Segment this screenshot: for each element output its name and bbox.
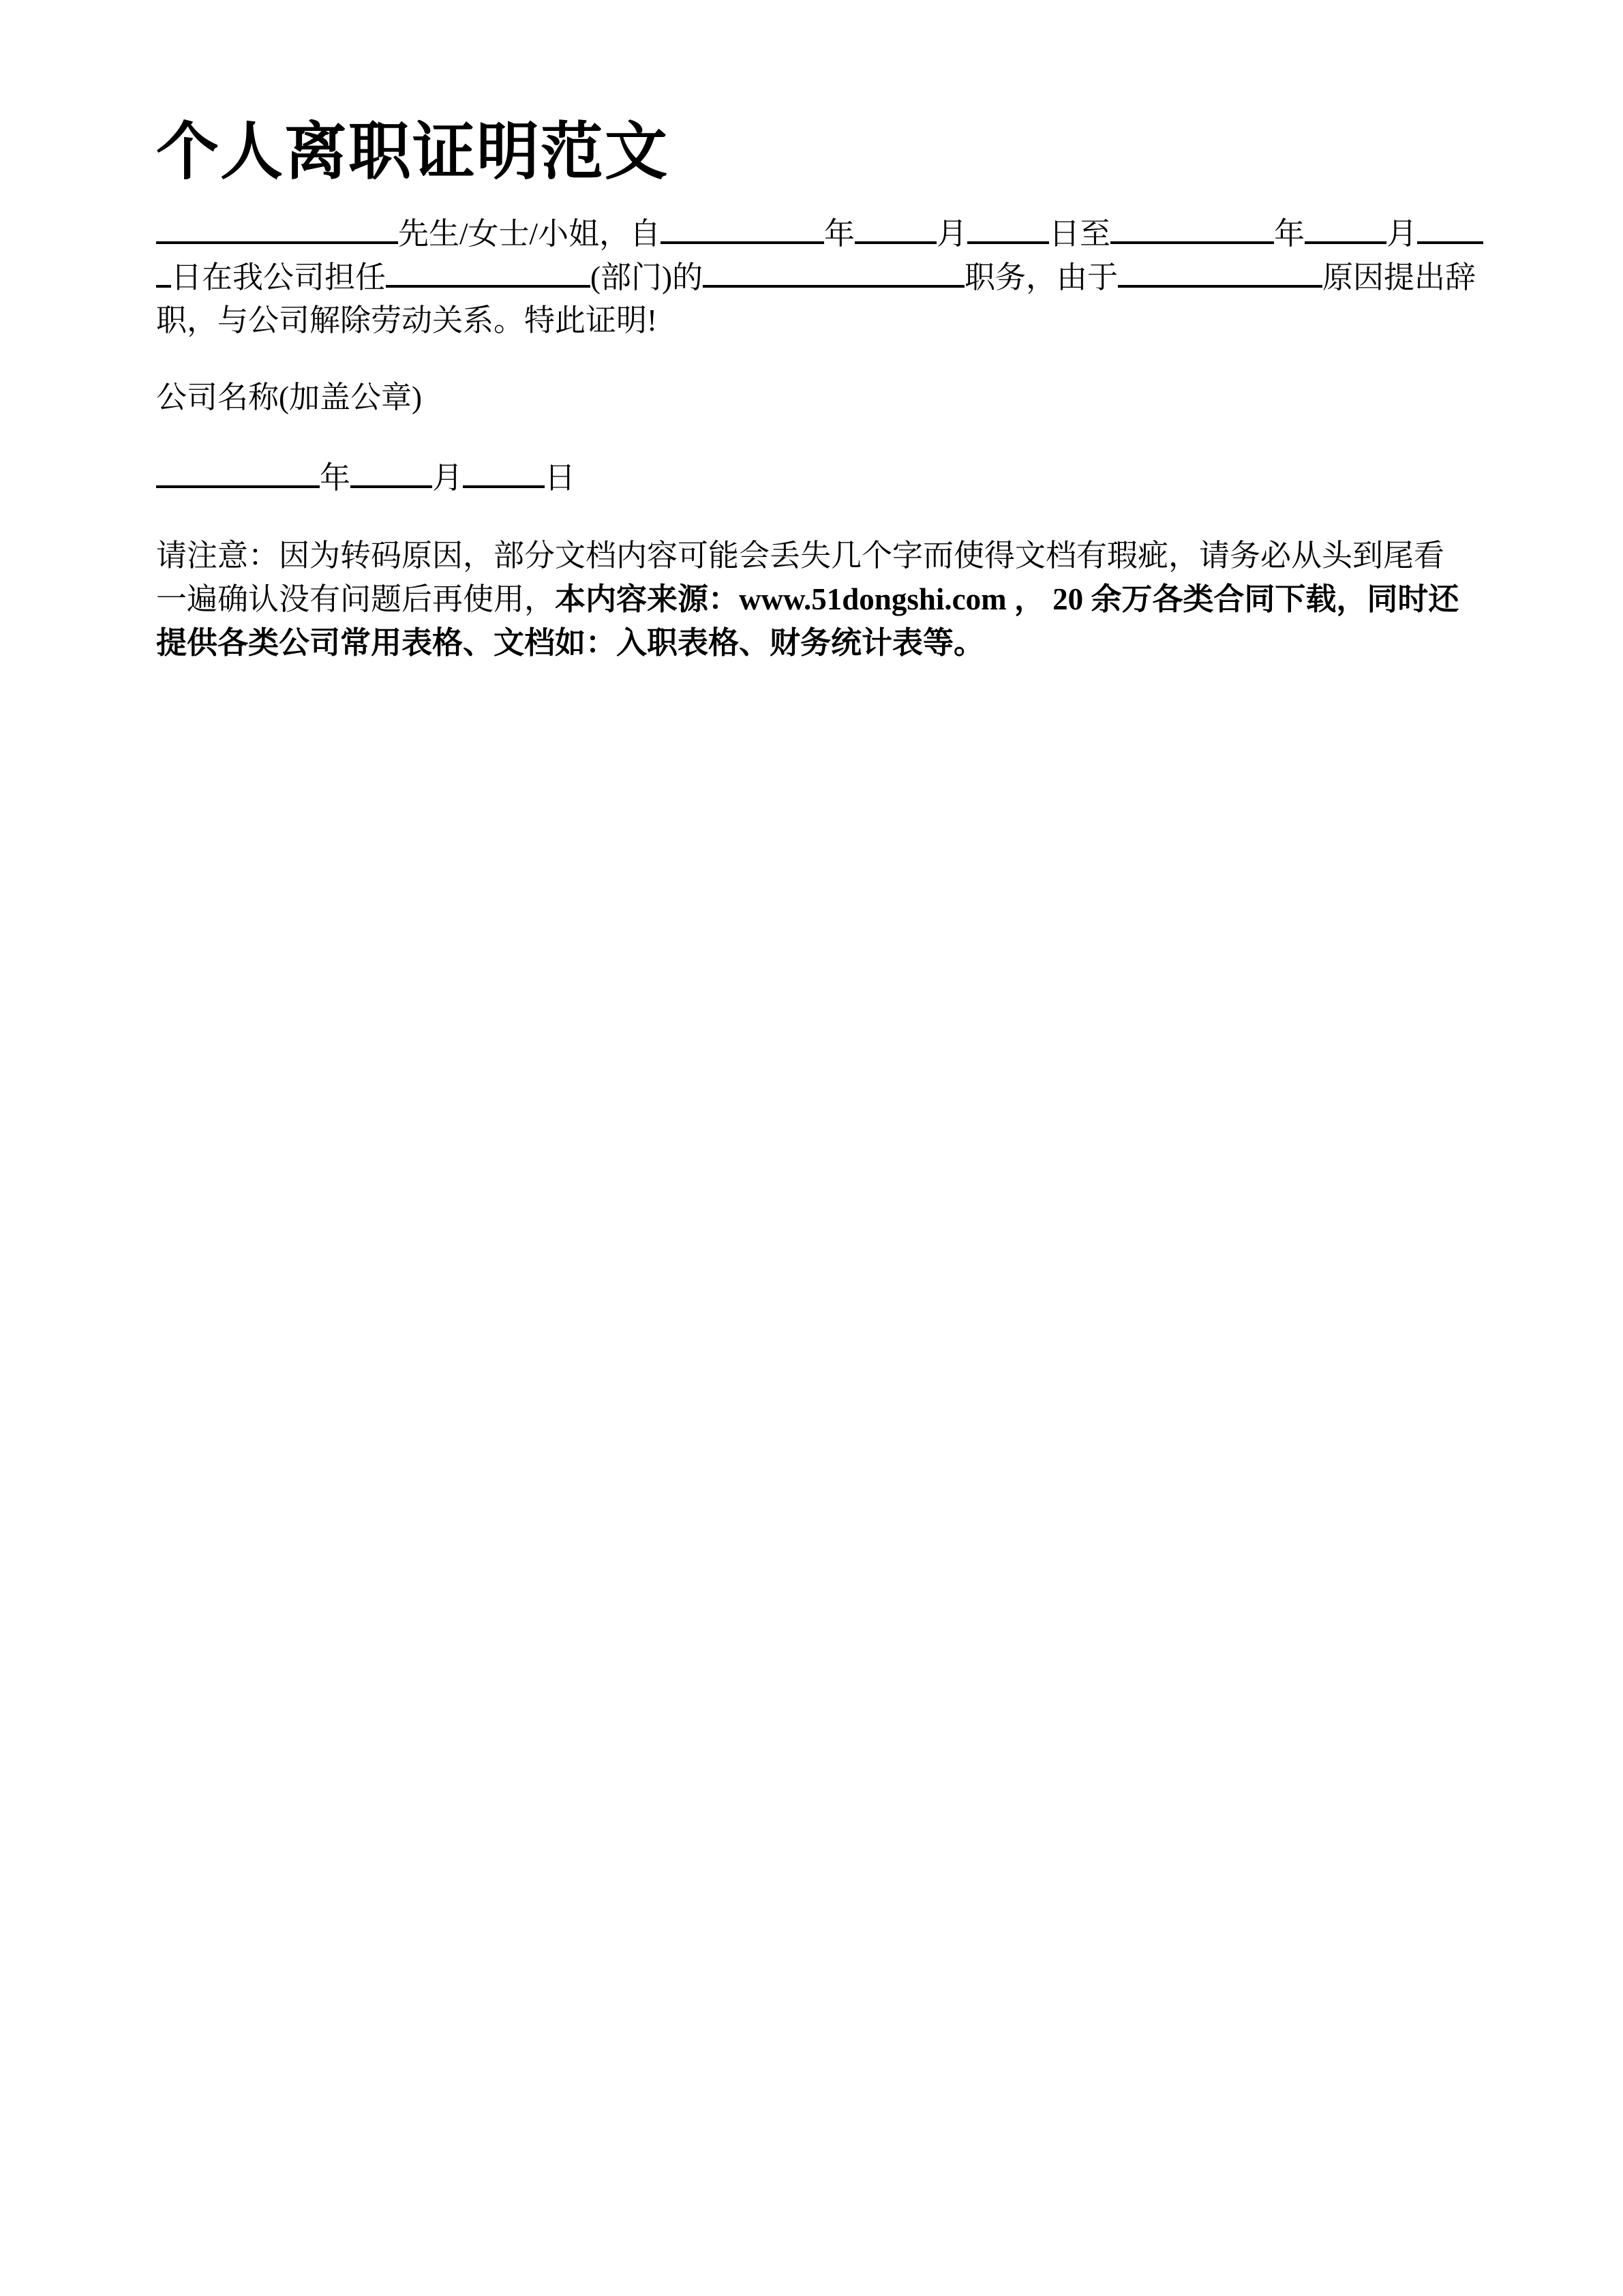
name-blank [156,211,398,244]
end-year-blank [1110,211,1274,244]
company-seal-label: 公司名称(加盖公章) [156,380,422,414]
start-day-blank [967,211,1049,244]
closing-text: 职，与公司解除劳动关系。特此证明! [156,303,657,337]
notice-normal-text: 一遍确认没有问题后再使用， [156,582,556,616]
notice-source-text: 本内容来源：www.51dongshi.com ， 20 余万各类合同下载，同时还 [555,582,1459,616]
start-year-label: 年 [824,217,855,251]
certificate-body [156,211,1550,342]
document-title: 个人离职证明范文 [156,115,669,188]
end-year-label: 年 [1274,217,1305,251]
position-label: 职务，由于 [965,260,1119,294]
employment-text: 日在我公司担任 [171,260,386,294]
position-blank [703,255,965,288]
sign-day-label: 日 [545,461,576,495]
start-year-blank [661,211,824,244]
sign-month-blank [350,455,432,488]
sign-month-label: 月 [432,461,464,495]
notice-line-1: 请注意：因为转码原因，部分文档内容可能会丢失几个字而使得文档有瑕疵，请务必从头到尾看 [156,539,1445,573]
salutation-text: 先生/女士/小姐，自 [398,217,661,251]
body-line-2 [156,255,1550,299]
notice-paragraph [156,534,1550,665]
start-day-label: 日至 [1049,217,1111,251]
sign-year-label: 年 [320,461,351,495]
department-label: (部门)的 [590,260,703,294]
reason-label: 原因提出辞 [1322,260,1476,294]
start-month-label: 月 [937,217,968,251]
body-line-3 [156,299,1550,342]
start-month-blank [855,211,937,244]
end-day-blank-cont [156,255,171,288]
signature-date [156,455,575,500]
notice-line-2 [156,577,1550,621]
notice-line-3: 提供各类公司常用表格、文档如：入职表格、财务统计表等。 [156,626,985,660]
end-day-blank [1417,211,1483,244]
body-line-1 [156,211,1550,255]
reason-blank [1118,255,1322,288]
sign-day-blank [463,455,545,488]
end-month-label: 月 [1386,217,1418,251]
department-blank [386,255,590,288]
sign-year-blank [156,455,320,488]
end-month-blank [1305,211,1386,244]
